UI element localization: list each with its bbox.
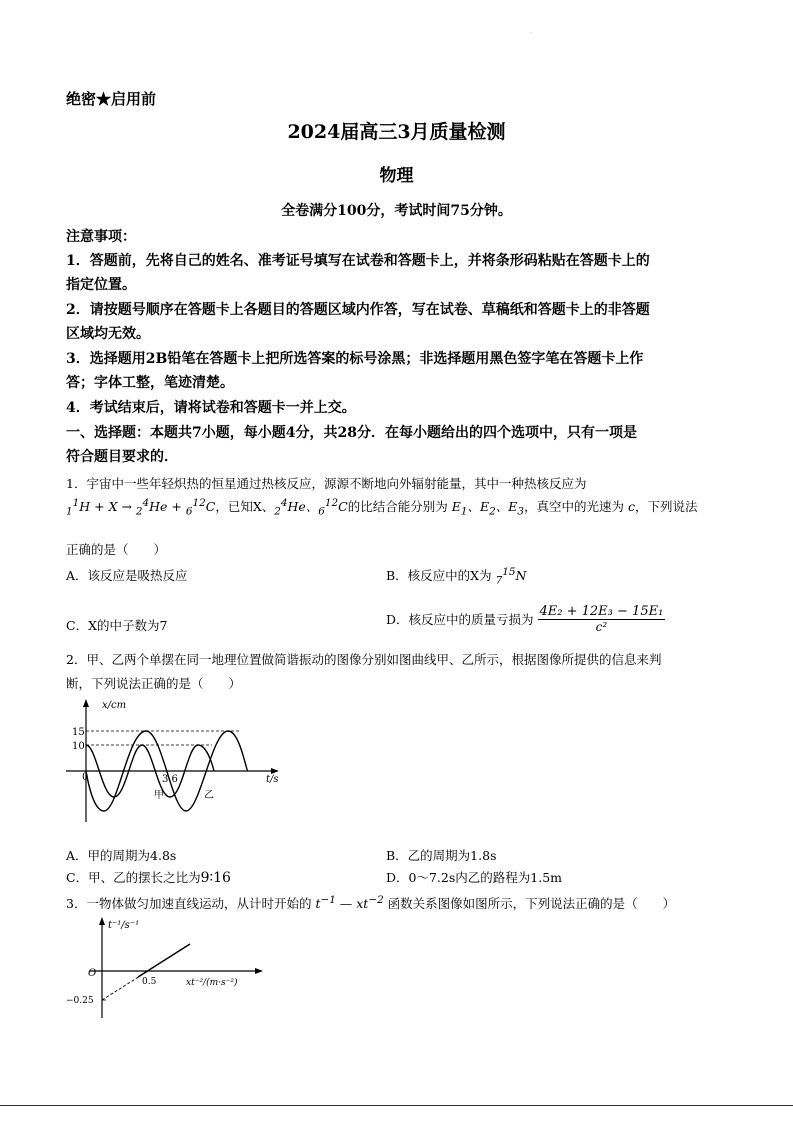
x-axis-label: t/s [266,774,279,785]
q2-stem: 2．甲、乙两个单摆在同一地理位置做简谐振动的图像分别如图曲线甲、乙所示，根据图像所提供的信息来判 [66,652,662,667]
origin-label: O [88,968,97,979]
q2-pendulum-graph [62,694,284,826]
page-title: 2024届高三3月质量检测 [287,121,506,143]
q2-stem-line2: 断，下列说法正确的是（ ） [66,676,242,691]
note-line: 3．选择题用2B铅笔在答题卡上把所选答案的标号涂黑；非选择题用黑色签字笔在答题卡上作 [66,351,644,367]
subject-title: 物理 [379,166,414,186]
x-tick-label: 0.5 [142,977,157,987]
q1-stem-line3: 正确的是（ ） [66,542,167,557]
q1-stem-line2: $_1^1$H + X → $_2^4$He + $_6^{12}$C，已知X、$_2^4$He、$_6^{12}$C的比结合能分别为 $E_1$、$E_2$、$E_3$，真空中的光速为 c，下列说法 [66,497,698,518]
q1-option-b: B．核反应中的X为 $_7^{15}$N [386,566,527,587]
score-info: 全卷满分100分，考试时间75分钟。 [281,203,512,219]
y-axis-arrow [99,917,105,925]
section-heading-cont: 符合题目要求的． [66,449,178,465]
note-line: 4．考试结束后，请将试卷和答题卡一并上交。 [66,400,356,416]
y-axis-arrow [83,699,89,707]
note-line: 指定位置。 [66,277,136,293]
x-axis-label: xt⁻²/(m·s⁻²) [186,978,238,988]
note-line: 答；字体工整，笔迹清楚。 [66,375,234,391]
q2-option-a: A．甲的周期为4.8s [66,848,177,863]
x-axis-arrow [255,968,263,974]
q1-option-c: C．X的中子数为7 [66,618,168,633]
q1-reaction-equation: $_1^1$H + X → $_2^4$He + $_6^{12}$C [66,497,216,518]
note-line: 区域均无效。 [66,326,150,342]
tick-15: 15 [72,727,85,738]
note-line: 1．答题前，先将自己的姓名、准考证号填写在试卷和答题卡上，并将条形码粘贴在答题卡上的 [66,253,650,269]
top-mark: · [530,30,532,37]
q2-option-c: C．甲、乙的摆长之比为9∶16 [66,870,231,886]
y-tick-label: −0.25 [66,996,94,1006]
q1-stem: 1．宇宙中一些年轻炽热的恒星通过热核反应，源源不断地向外辐射能量，其中一种热核反应为 [66,476,587,491]
notes-heading: 注意事项： [66,229,136,245]
origin-label: 0 [82,772,89,783]
section-heading: 一、选择题：本题共7小题，每小题4分，共28分．在每小题给出的四个选项中，只有一项是 [66,425,637,441]
q1-option-a: A．该反应是吸热反应 [66,568,188,583]
q3-graph [62,914,268,1022]
page-footer-rule [0,1105,793,1106]
curve-jia-label: 甲 [154,790,164,801]
data-line [138,944,190,977]
q3-stem: 3．一物体做匀加速直线运动，从计时开始的 $t^{-1}$ — $xt^{-2}$ 函数关系图像如图所示，下列说法正确的是（ ） [66,894,676,912]
tick-10: 10 [72,741,85,752]
q2-option-d: D．0～7.2s内乙的路程为1.5m [386,870,563,885]
mass-defect-fraction: $\frac{\text{4E₂ + 12E₃ − 15E₁}}{\text{c²}}$ [539,604,664,634]
q2-option-b: B．乙的周期为1.8s [386,848,497,863]
note-line: 2．请按题号顺序在答题卡上各题目的答题区域内作答，写在试卷、草稿纸和答题卡上的非答题 [66,302,650,318]
curve-yi-label: 乙 [204,790,214,801]
secret-label: 绝密★启用前 [66,90,157,108]
y-axis-label: t⁻¹/s⁻¹ [108,920,140,931]
tick-3-6: 3.6 [162,774,178,785]
y-axis-label: x/cm [102,700,127,711]
q1-option-d: D．核反应中的质量亏损为 $\frac{\text{4E₂ + 12E₃ − 15E₁}}{\text{c²}}$ [386,604,664,634]
